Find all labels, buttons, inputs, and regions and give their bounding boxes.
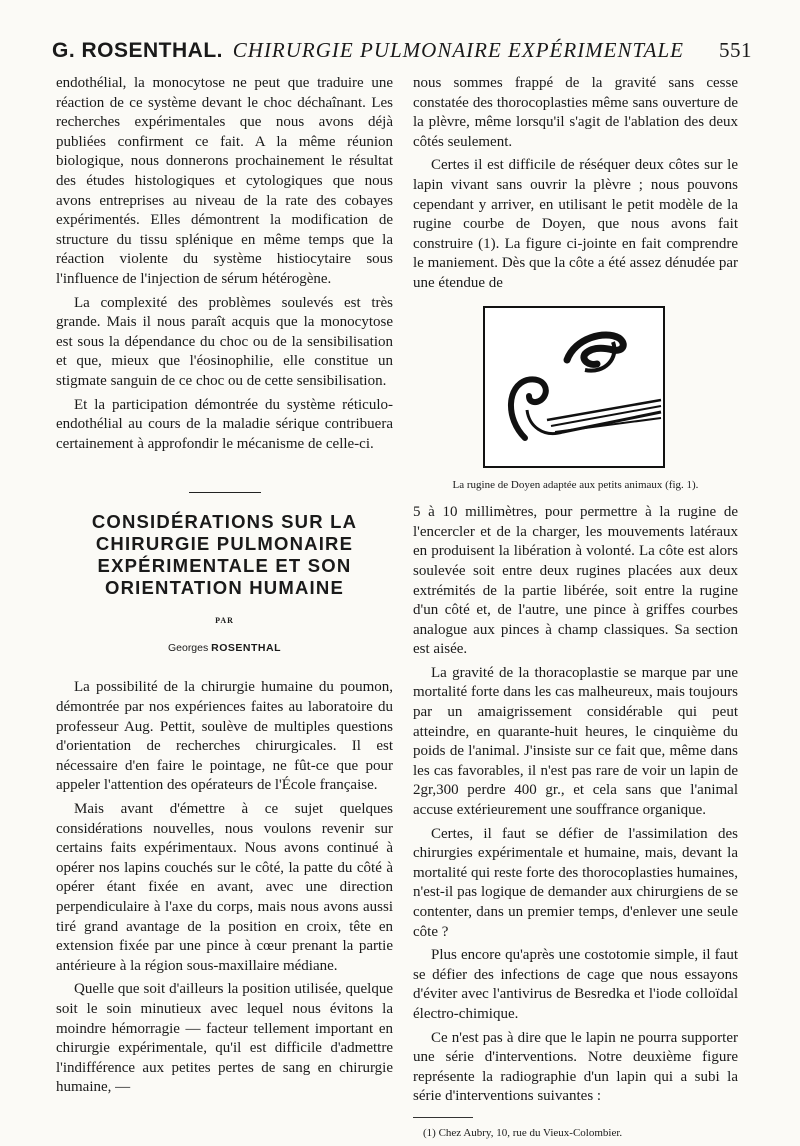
paragraph: La possibilité de la chirurgie humaine du poumon, démontrée par nos expériences faites au laboratoire du professeur Aug. Pettit, soulève de multiples questions d'orientation de recherches chirurgicales. Il est nécessaire d'en faire le pointage, ne fût-ce que pour appeler l'attention des opérateurs de l'École française. <box>56 679 393 794</box>
paragraph: Certes il est difficile de réséquer deux côtes sur le lapin vivant sans ouvrir la plèvre ; nous pouvons cependant y arriver, en utilisant le petit modèle de la rugine courbe de Doyen, que nous avons fait construire (1). La figure ci-jointe en fait comprendre le maniement. Dès que la côte a été assez dénudée par une étendue de <box>413 157 738 291</box>
paragraph: 5 à 10 millimètres, pour permettre à la rugine de l'encercler et de la charger, les mouvements latéraux en produisent la libération à volonté. La côte est alors soulevée soit entre deux rugines placées aux deux extrémités de la partie libérée, soit entre la rugine d'un côté et, de l'autre, une pince à griffes courbes analogue aux pinces à champ classiques. Sa section est aisée. <box>413 504 738 658</box>
rugine-illustration <box>485 308 663 466</box>
footnote: (1) Chez Aubry, 10, rue du Vieux-Colombier. <box>423 1126 623 1139</box>
byline-par: PAR <box>215 616 234 626</box>
paragraph: Mais avant d'émettre à ce sujet quelques considérations nouvelles, nous voulons revenir sur certains faits expérimentaux. Nous avons continué à opérer nos lapins couchés sur le côté, la patte du côté à opérer étant fixée en avant, avec une direction perpendiculaire à l'axe du corps, mais nous avons aussi tiré grand avantage de la position en croix, tête en extension fixée par une pince à cœur prenant la partie antérieure à la région sous-maxillaire médiane. <box>56 801 393 974</box>
running-head-author: G. ROSENTHAL. <box>52 39 224 62</box>
running-head-title: CHIRURGIE PULMONAIRE EXPÉRIMENTALE <box>232 38 684 62</box>
paragraph: Et la participation démontrée du système réticulo-endothélial au cours de la maladie sérique contribuera certainement à approfondir le mécanisme de celle-ci. <box>56 396 393 452</box>
left-column <box>56 74 393 1098</box>
section-divider <box>189 492 261 493</box>
footnote-divider <box>413 1117 473 1118</box>
paragraph: nous sommes frappé de la gravité sans cesse constatée des thorocoplasties même sans ouverture de la plèvre, même lorsqu'il s'agit de l'ablation des deux côtés seulement. <box>413 75 738 150</box>
paragraph: Plus encore qu'après une costotomie simple, il faut se défier des infections de cage que nous essayons d'éviter avec l'antivirus de Besredka et l'iode colloïdal électro-chimique. <box>413 947 738 1022</box>
paragraph: Quelle que soit d'ailleurs la position utilisée, quelque soit le soin minutieux avec lequel nous évitons la moindre hémorragie — facteur tellement important en chirurgie expérimentale, qu'il est difficile d'admettre l'indifférence aux petites pertes de sang en chirurgie humaine, — <box>56 981 393 1096</box>
paragraph: Certes, il faut se défier de l'assimilation des chirurgies expérimentale et humaine, mais, devant la mortalité qui reste forte des thorocoplasties humaines, n'est-il pas logique de demander aux chirurgiens de se contenter, dans un premier temps, d'enlever une seule côte ? <box>413 825 738 940</box>
article-title-line: CONSIDÉRATIONS SUR LA <box>91 511 358 533</box>
byline-first-name: Georges <box>167 641 209 654</box>
paragraph: La complexité des problèmes soulevés est très grande. Mais il nous paraît acquis que la monocytose est sous la dépendance du choc ou de la sensibilisation et que, mieux que l'éosinophilie, elle constitue un stigmate sanguin de ce choc ou de cette sensibilisation. <box>56 294 393 389</box>
right-column <box>413 74 738 1144</box>
page-header <box>52 38 752 70</box>
paragraph: La gravité de la thoracoplastie se marque par une mortalité forte dans les cas malheureux, mais toujours par un amaigrissement considérable qui peut atteindre, en quarante-huit heures, le cinquième du poids de l'animal. J'insiste sur ce fait que, même dans les cas favorables, il n'est pas rare de voir un lapin de 2gr,300 perdre 400 gr., et cela sans que l'animal accuse extérieurement une souffrance organique. <box>413 664 738 819</box>
figure-caption: La rugine de Doyen adaptée aux petits animaux (fig. 1). <box>452 478 699 491</box>
byline <box>56 639 393 659</box>
paragraph: Ce n'est pas à dire que le lapin ne pourra supporter une série d'interventions. Notre deuxième figure représente la radiographie d'un lapin qui a subi la série d'interventions suivantes : <box>413 1029 738 1105</box>
byline-last-name: ROSENTHAL <box>211 641 282 654</box>
page-number: 551 <box>719 38 752 62</box>
paragraph: endothélial, la monocytose ne peut que traduire une réaction de ce système devant le choc déchaînant. Les recherches expérimentales que nous avons déjà publiées confirment ce fait. A la même réunion biologique, nous donnerons prochainement le résultat des études histologiques et cytologiques que nous avons entreprises au niveau de la rate des cobayes expérimentés. Elles démontrent la modification de structure du tissu splénique en même temps que la réaction violente du système histiocytaire sous l'influence de l'injection de sérum hétérogène. <box>56 75 393 287</box>
figure-rugine <box>483 306 665 468</box>
article-title-line: EXPÉRIMENTALE ET SON <box>97 555 352 577</box>
article-title-line: ORIENTATION HUMAINE <box>105 577 344 599</box>
article-title <box>56 511 393 599</box>
article-title-line: CHIRURGIE PULMONAIRE <box>95 533 354 555</box>
